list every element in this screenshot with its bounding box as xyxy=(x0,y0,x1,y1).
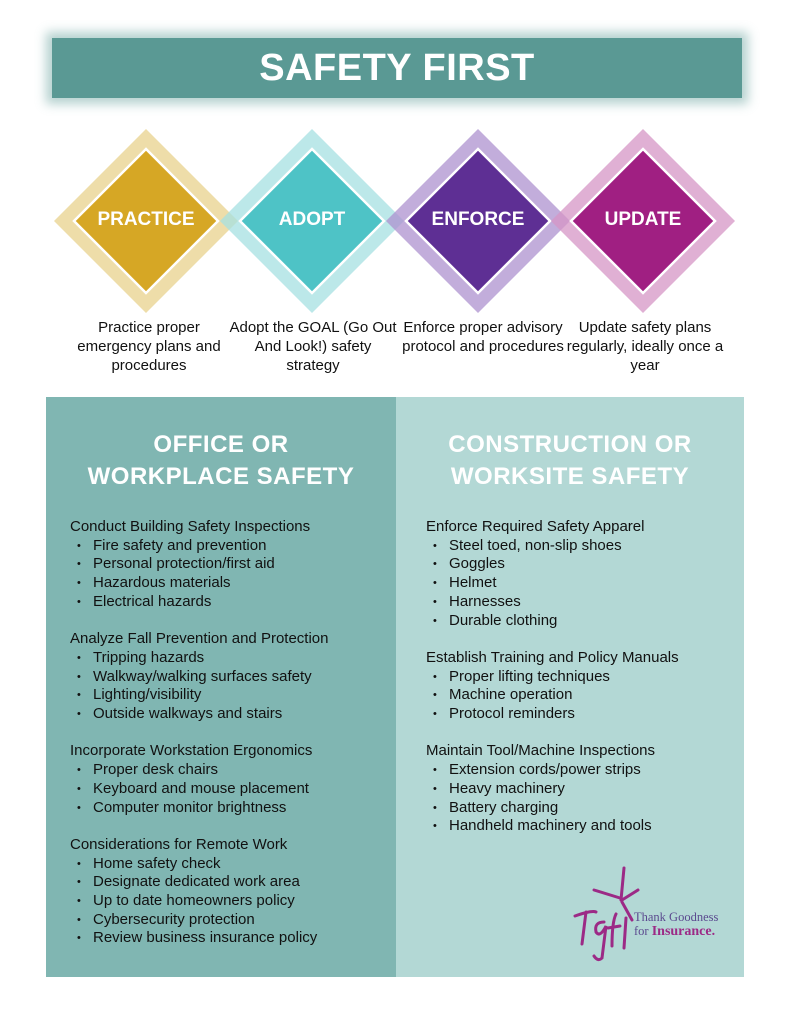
section-list xyxy=(70,649,386,724)
list-item: • Review business insurance policy xyxy=(70,929,386,948)
logo-tagline xyxy=(634,910,718,939)
list-item: • Tripping hazards xyxy=(70,649,386,668)
list-item: • Proper lifting techniques xyxy=(426,668,734,687)
heading-line: CONSTRUCTION OR xyxy=(448,431,692,458)
step-label-enforce: ENFORCE xyxy=(431,209,525,230)
section-list xyxy=(70,537,386,612)
list-item: • Walkway/walking surfaces safety xyxy=(70,668,386,687)
section-list xyxy=(426,537,734,631)
list-item: • Handheld machinery and tools xyxy=(426,817,734,836)
section-title: Incorporate Workstation Ergonomics xyxy=(70,742,313,760)
logo-line1: Thank Goodness xyxy=(634,910,719,924)
list-item: • Keyboard and mouse placement xyxy=(70,780,386,799)
list-item: • Heavy machinery xyxy=(426,780,734,799)
list-item: • Personal protection/first aid xyxy=(70,555,386,574)
list-item: • Steel toed, non-slip shoes xyxy=(426,537,734,556)
list-item: • Extension cords/power strips xyxy=(426,761,734,780)
section-title: Maintain Tool/Machine Inspections xyxy=(426,742,656,760)
heading-line: OFFICE OR xyxy=(153,431,289,458)
safety-section xyxy=(70,518,386,612)
list-item: • Cybersecurity protection xyxy=(70,911,386,930)
list-item: • Outside walkways and stairs xyxy=(70,705,386,724)
section-list xyxy=(426,761,734,836)
logo-line2-prefix: for xyxy=(634,924,652,938)
step-desc-practice: Practice proper emergency plans and procedures xyxy=(77,319,221,374)
step-label-practice: PRACTICE xyxy=(97,209,195,230)
section-list xyxy=(70,855,386,949)
construction-sections xyxy=(426,518,734,855)
list-item: • Computer monitor brightness xyxy=(70,799,386,818)
list-item: • Machine operation xyxy=(426,686,734,705)
safety-section xyxy=(70,836,386,948)
step-desc-update: Update safety plans regularly, ideally once a year xyxy=(566,319,724,374)
list-item: • Designate dedicated work area xyxy=(70,873,386,892)
page-title: SAFETY FIRST xyxy=(259,46,535,89)
step-label-adopt: ADOPT xyxy=(278,209,346,230)
section-title: Analyze Fall Prevention and Protection xyxy=(70,630,329,648)
list-item: • Up to date homeowners policy xyxy=(70,892,386,911)
safety-section xyxy=(70,742,386,817)
office-heading xyxy=(46,429,396,493)
list-item: • Goggles xyxy=(426,555,734,574)
list-item: • Helmet xyxy=(426,574,734,593)
step-label-update: UPDATE xyxy=(604,209,682,230)
logo-line2-emph: Insurance. xyxy=(651,924,716,939)
office-sections xyxy=(70,518,386,967)
safety-section xyxy=(426,649,734,724)
safety-section xyxy=(426,742,734,836)
section-title: Establish Training and Policy Manuals xyxy=(426,648,679,666)
list-item: • Hazardous materials xyxy=(70,574,386,593)
list-item: • Lighting/visibility xyxy=(70,686,386,705)
heading-line: WORKSITE SAFETY xyxy=(450,463,690,490)
safety-section xyxy=(70,630,386,724)
section-title: Considerations for Remote Work xyxy=(70,835,288,853)
section-list xyxy=(426,668,734,724)
construction-heading xyxy=(396,429,744,493)
list-item: • Fire safety and prevention xyxy=(70,537,386,556)
list-item: • Electrical hazards xyxy=(70,593,386,612)
list-item: • Harnesses xyxy=(426,593,734,612)
step-desc-adopt: Adopt the GOAL (Go Out And Look!) safety strategy xyxy=(229,319,397,374)
logo-line2 xyxy=(634,924,718,939)
safety-section xyxy=(426,518,734,630)
list-item: • Proper desk chairs xyxy=(70,761,386,780)
section-title: Enforce Required Safety Apparel xyxy=(426,518,645,535)
list-item: • Durable clothing xyxy=(426,612,734,631)
list-item: • Protocol reminders xyxy=(426,705,734,724)
list-item: • Home safety check xyxy=(70,855,386,874)
step-desc-enforce: Enforce proper advisory protocol and procedures xyxy=(402,319,564,355)
heading-line: WORKPLACE SAFETY xyxy=(87,463,355,490)
list-item: • Battery charging xyxy=(426,799,734,818)
title-banner xyxy=(52,38,742,98)
section-title: Conduct Building Safety Inspections xyxy=(70,518,311,535)
office-safety-panel xyxy=(46,397,396,977)
section-list xyxy=(70,761,386,817)
